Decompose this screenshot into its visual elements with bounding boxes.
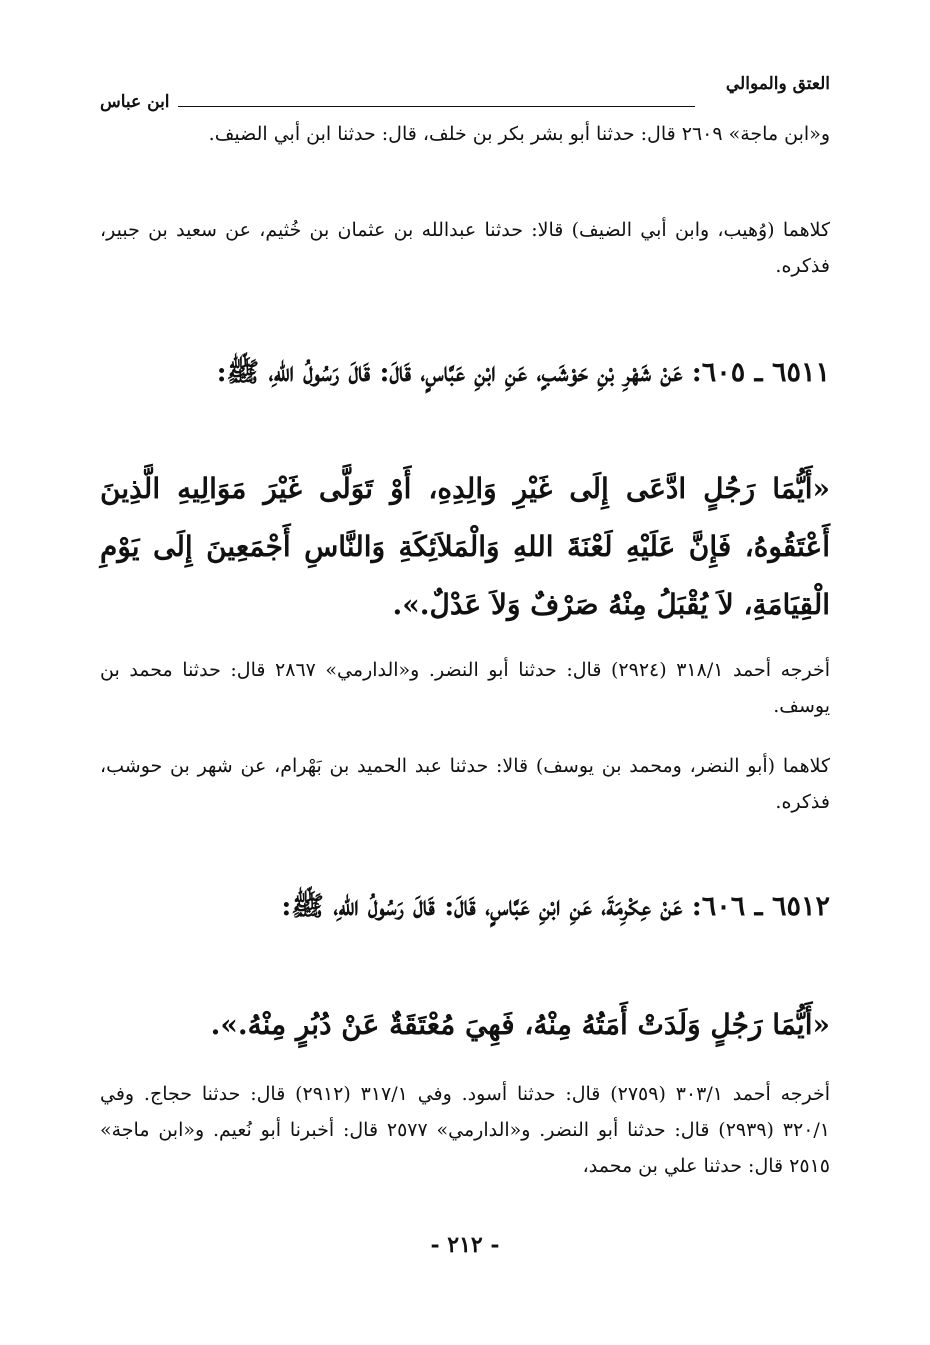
- takhrij-6511: أخرجه أحمد ٣١٨/١ (٢٩٢٤) قال: حدثنا أبو النضر. و«الدارمي» ٢٨٦٧ قال: حدثنا محمد بن يوسف.: [100, 659, 831, 717]
- section-title: العتق والموالي: [725, 74, 830, 94]
- hadith-text-6511: «أَيُّمَا رَجُلٍ ادَّعَى إِلَى غَيْرِ وَالِدِهِ، أَوْ تَوَلَّى غَيْرَ مَوَالِيهِ الَّذِينَ أَعْتَقُوهُ، فَإِنَّ عَلَيْهِ لَعْنَةَ اللهِ وَالْمَلاَئِكَةِ وَالنَّاسِ أَجْمَعِينَ إِلَى يَوْمِ الْقِيَامَةِ، لاَ يُقْبَلُ مِنْهُ صَرْفٌ وَلاَ عَدْلٌ.».: [100, 472, 830, 621]
- hadith-heading-6511: ٦٥١١ ـ ٦٠٥: عَنْ شَهْرِ بْنِ حَوْشَبٍ، عَنِ ابْنِ عَبَّاسٍ، قَالَ: قَالَ رَسُولُ اللهِ، ﷺ:: [216, 357, 830, 388]
- header-rule: [178, 106, 695, 107]
- takhrij-6512: أخرجه أحمد ٣٠٣/١ (٢٧٥٩) قال: حدثنا أسود. وفي ٣١٧/١ (٢٩١٢) قال: حدثنا حجاج. وفي ٣٢٠/١ (٢٩٣٩) قال: حدثنا أبو النضر. و«الدارمي» ٢٥٧٧ قال: أخبرنا أبو نُعيم. و«ابن ماجة» ٢٥١٥ قال: حدثنا علي بن محمد،: [100, 1083, 831, 1177]
- page-number: - ٢١٢ -: [430, 1232, 500, 1258]
- takhrij-6511-chain: كلاهما (أبو النضر، ومحمد بن يوسف) قالا: حدثنا عبد الحميد بن بَهْرام، عن شهر بن حوشب، فذكره.: [100, 755, 830, 813]
- source-paragraph: و«ابن ماجة» ٢٦٠٩ قال: حدثنا أبو بشر بكر بن خلف، قال: حدثنا ابن أبي الضيف.: [208, 123, 830, 145]
- hadith-heading-6512: ٦٥١٢ ـ ٦٠٦: عَنْ عِكْرِمَةَ، عَنِ ابْنِ عَبَّاسٍ، قَالَ: قَالَ رَسُولُ اللهِ، ﷺ:: [281, 891, 830, 922]
- source-paragraph: كلاهما (وُهيب، وابن أبي الضيف) قالا: حدثنا عبدالله بن عثمان بن خُثيم، عن سعيد بن جبير، فذكره.: [100, 219, 830, 277]
- running-header: [100, 74, 830, 112]
- narrator-name: ابن عباس: [100, 92, 170, 112]
- hadith-text-6512: «أَيُّمَا رَجُلٍ وَلَدَتْ أَمَتُهُ مِنْهُ، فَهِيَ مُعْتَقَةٌ عَنْ دُبُرٍ مِنْهُ.».: [210, 1008, 830, 1041]
